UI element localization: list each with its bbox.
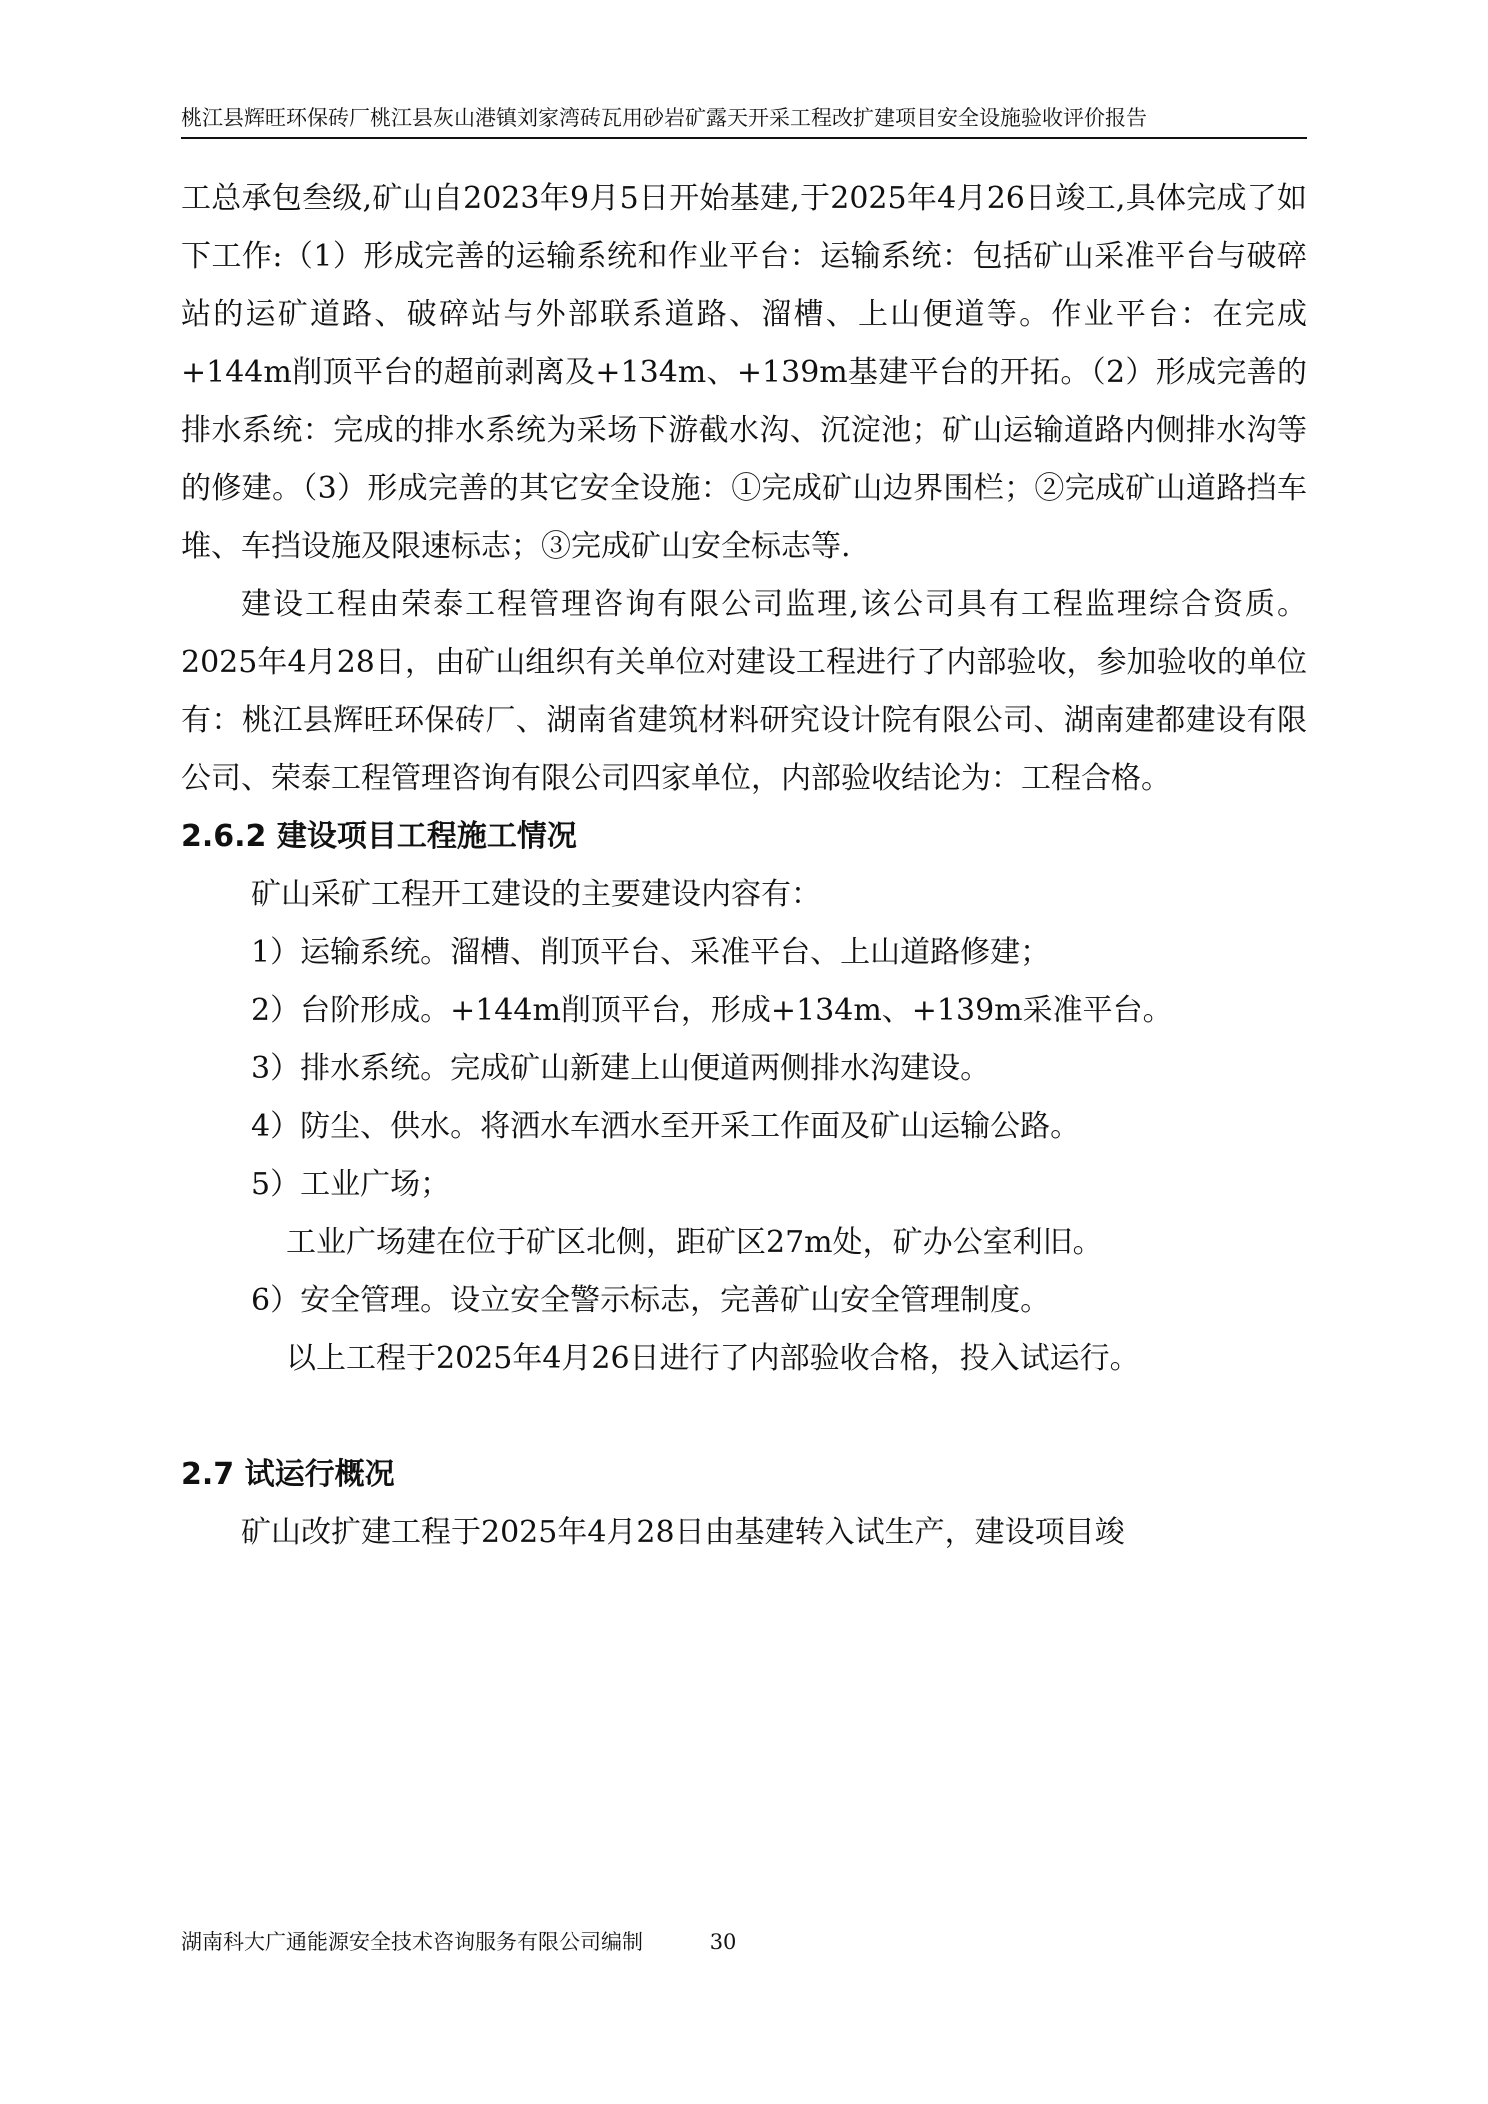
running-header: 桃江县辉旺环保砖厂桃江县灰山港镇刘家湾砖瓦用砂岩矿露天开采工程改扩建项目安全设施验收评价报告 — [181, 106, 1147, 130]
section-heading-2-6-2: 2.6.2 建设项目工程施工情况 — [181, 819, 577, 854]
body-paragraph-2: 建设工程由荣泰工程管理咨询有限公司监理,该公司具有工程监理综合资质。2025年4月28日，由矿山组织有关单位对建设工程进行了内部验收，参加验收的单位有：桃江县辉旺环保砖厂、湖南省建筑材料研究设计院有限公司、湖南建都建设有限公司、荣泰工程管理咨询有限公司四家单位，内部验收结论为：工程合格。 — [181, 587, 1307, 796]
list-intro: 矿山采矿工程开工建设的主要建设内容有： — [251, 877, 821, 912]
footer-organization: 湖南科大广通能源安全技术咨询服务有限公司编制 — [181, 1930, 643, 1954]
page-footer — [181, 1927, 736, 1957]
list-item-5: 5）工业广场； — [251, 1167, 451, 1202]
list-item-4: 4）防尘、供水。将洒水车洒水至开采工作面及矿山运输公路。 — [251, 1109, 1081, 1144]
list-item-1: 1）运输系统。溜槽、削顶平台、采准平台、上山道路修建； — [251, 935, 1051, 970]
list-item-6: 6）安全管理。设立安全警示标志，完善矿山安全管理制度。 — [251, 1283, 1051, 1318]
body-paragraph-2-7: 矿山改扩建工程于2025年4月28日由基建转入试生产，建设项目竣 — [241, 1515, 1125, 1550]
header-rule — [181, 137, 1307, 139]
page-number: 30 — [709, 1930, 737, 1954]
section-spacer — [181, 1388, 1307, 1446]
list-sub-item: 工业广场建在位于矿区北侧，距矿区27m处，矿办公室利旧。 — [286, 1225, 1103, 1260]
closing-line: 以上工程于2025年4月26日进行了内部验收合格，投入试运行。 — [286, 1341, 1140, 1376]
body-paragraph-1: 工总承包叁级,矿山自2023年9月5日开始基建,于2025年4月26日竣工,具体完成了如下工作:（1）形成完善的运输系统和作业平台：运输系统：包括矿山采准平台与破碎站的运矿道路、破碎站与外部联系道路、溜槽、上山便道等。作业平台：在完成+144m削顶平台的超前剥离及+134m、+139m基建平台的开拓。（2）形成完善的排水系统：完成的排水系统为采场下游截水沟、沉淀池；矿山运输道路内侧排水沟等的修建。（3）形成完善的其它安全设施：①完成矿山边界围栏；②完成矿山道路挡车堆、车挡设施及限速标志；③完成矿山安全标志等. — [181, 181, 1307, 564]
section-heading-2-7: 2.7 试运行概况 — [181, 1457, 395, 1492]
list-item-2: 2）台阶形成。+144m削顶平台，形成+134m、+139m采准平台。 — [251, 993, 1173, 1028]
page-content — [181, 170, 1307, 1562]
list-item-3: 3）排水系统。完成矿山新建上山便道两侧排水沟建设。 — [251, 1051, 991, 1086]
